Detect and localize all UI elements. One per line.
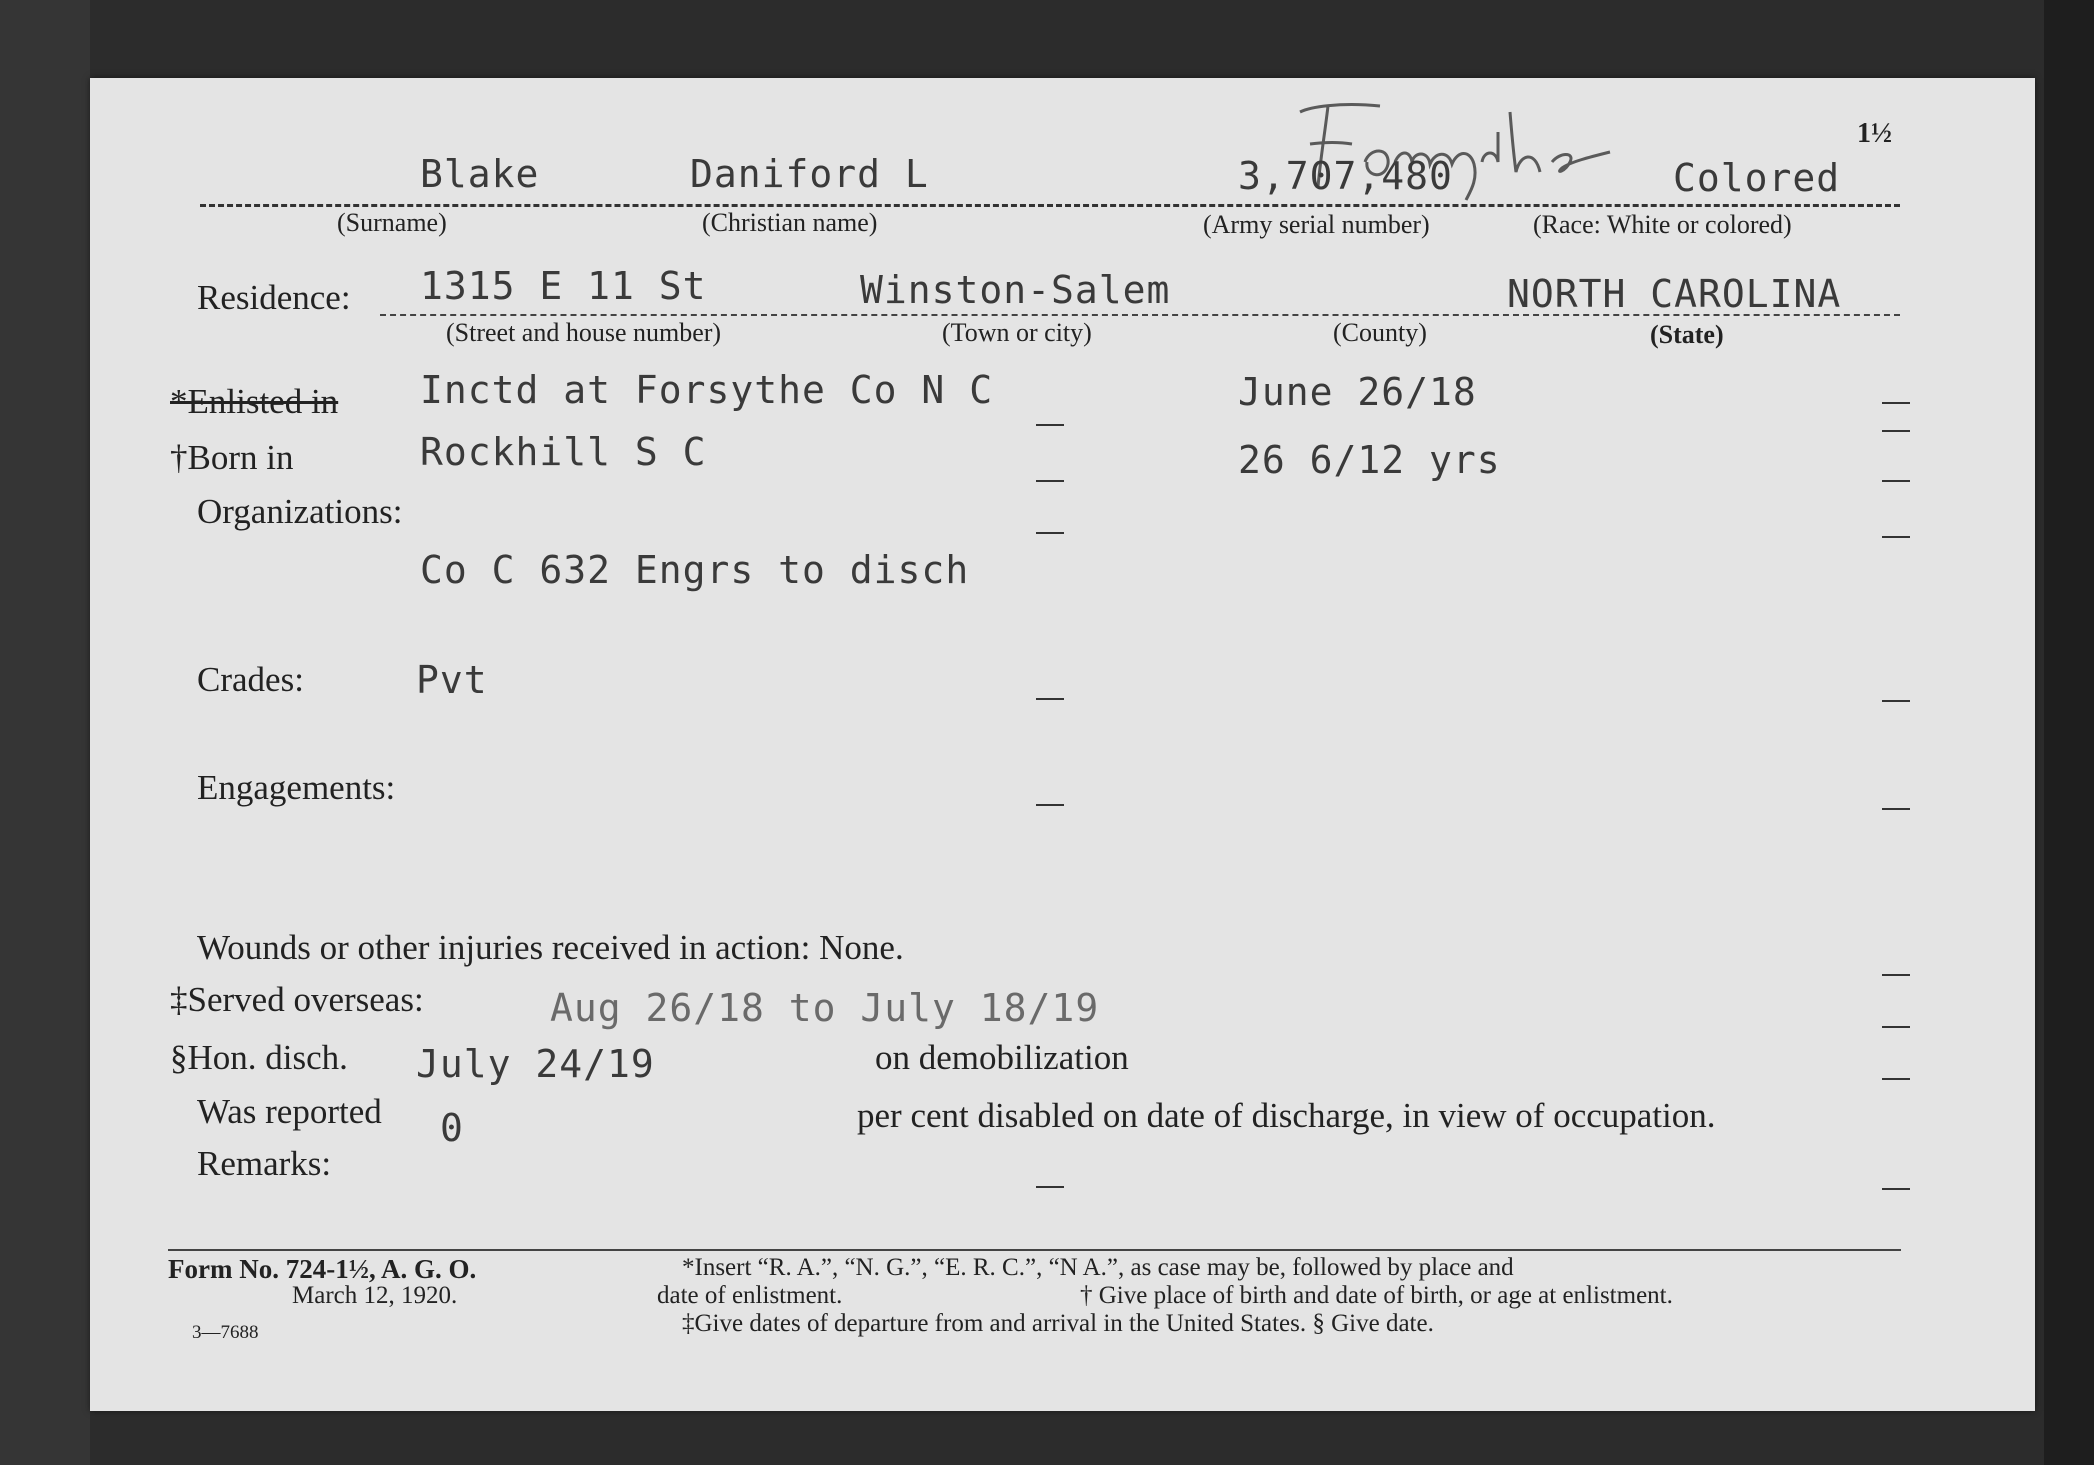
surname-value: Blake [420,152,540,196]
enlisted-value: Inctd at Forsythe Co N C [420,368,994,412]
grades-value: Pvt [416,658,488,702]
footer-note-2a: date of enlistment. [657,1282,843,1309]
wounds-label [197,928,904,968]
born-label: †Born in [170,438,294,477]
christian-name-value: Daniford L [690,152,929,196]
engagements-label: Engagements: [197,768,396,807]
form-date: March 12, 1920. [292,1282,458,1309]
dash [1882,536,1910,538]
dash [1882,700,1910,702]
header-underline [200,204,1900,207]
dash [1882,480,1910,482]
grades-label: Crades: [197,660,304,699]
born-value: Rockhill S C [420,430,707,474]
dash [1882,808,1910,810]
hon-disch-value: July 24/19 [416,1042,655,1086]
footer-note-2b: † Give place of birth and date of birth, or age at enlistment. [1080,1282,1673,1309]
dash [1036,698,1064,700]
enlisted-label: *Enlisted in [170,382,339,421]
disabled-text: per cent disabled on date of discharge, in view of occupation. [857,1096,1716,1135]
street-value: 1315 E 11 St [420,264,707,308]
serial-number-value: 3,707,480 [1238,154,1453,198]
race-value: Colored [1673,156,1841,200]
county-caption: (County) [1333,318,1427,347]
christian-name-caption: (Christian name) [702,208,878,237]
wounds-value: None. [819,928,904,967]
dash [1036,1186,1064,1188]
scan-background-left [0,0,90,1465]
state-value: NORTH CAROLINA [1507,272,1842,316]
hon-disch-reason: on demobilization [875,1038,1129,1077]
dash [1036,804,1064,806]
overseas-label: ‡Served overseas: [170,980,424,1019]
service-record-card [90,78,2035,1411]
residence-label: Residence: [197,278,351,317]
corner-mark: 1½ [1857,118,1892,149]
reported-value: 0 [440,1106,464,1150]
organizations-value: Co C 632 Engrs to disch [420,548,970,592]
town-caption: (Town or city) [942,318,1092,347]
overseas-value: Aug 26/18 to July 18/19 [550,986,1100,1030]
dash [1882,974,1910,976]
dash [1036,480,1064,482]
race-caption: (Race: White or colored) [1533,210,1792,239]
footer-note-1: *Insert “R. A.”, “N. G.”, “E. R. C.”, “N A.”, as case may be, followed by place and [682,1254,1514,1281]
surname-caption: (Surname) [337,208,447,237]
dash [1882,1078,1910,1080]
dash [1882,402,1910,404]
state-caption: (State) [1650,320,1724,349]
street-caption: (Street and house number) [446,318,722,347]
footer-rule [168,1249,1901,1251]
hon-disch-label: §Hon. disch. [170,1038,348,1077]
scan-background-right [2044,0,2094,1465]
print-code: 3—7688 [192,1322,259,1343]
town-value: Winston-Salem [860,268,1171,312]
dash [1036,424,1064,426]
footer-note-3: ‡Give dates of departure from and arrival in the United States. § Give date. [682,1310,1434,1337]
dash [1882,1188,1910,1190]
reported-label: Was reported [197,1092,382,1131]
dash [1036,532,1064,534]
serial-caption: (Army serial number) [1203,210,1430,239]
dash [1882,430,1910,432]
wounds-label-text: Wounds or other injuries received in action: [197,928,811,967]
residence-underline [380,314,1900,316]
form-number: Form No. 724-1½, A. G. O. [168,1254,477,1284]
enlisted-date: June 26/18 [1238,370,1477,414]
dash [1882,1026,1910,1028]
organizations-label: Organizations: [197,492,403,531]
remarks-label: Remarks: [197,1144,332,1183]
born-age: 26 6/12 yrs [1238,438,1501,482]
